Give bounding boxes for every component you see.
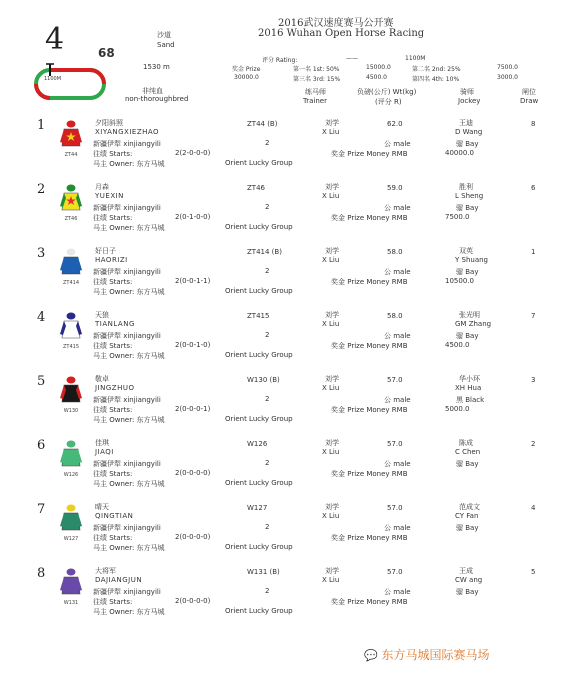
draw: 7 — [531, 312, 536, 320]
starts-record: 2(0-0-0-0) — [175, 533, 211, 541]
starts-record: 2(0-0-1-1) — [175, 277, 211, 285]
horse-color: 骝 Bay — [456, 204, 479, 212]
silk-code: W127 — [63, 536, 79, 542]
jockey-en: D Wang — [455, 128, 483, 136]
footer-text: 东方马城国际赛马场 — [381, 648, 490, 662]
starts-record: 2(0-0-1-0) — [175, 341, 211, 349]
jockey-cn: 华小环 — [459, 375, 480, 383]
rating-label: 评分 Rating: — [262, 57, 298, 64]
horse-age: 2 — [265, 395, 270, 403]
horse-sex: 公 male — [384, 204, 411, 212]
owner-group: Orient Lucky Group — [225, 159, 293, 167]
horse-name-cn: 大将军 — [95, 567, 116, 575]
starts-label: 往绩 Starts: — [93, 150, 133, 158]
weight: 58.0 — [387, 248, 403, 256]
horse-code: W127 — [247, 504, 268, 512]
silk-code: ZT414 — [62, 280, 80, 286]
col-jockey-cn: 骑师 — [460, 88, 474, 96]
horse-origin: 新疆伊犁 xinjiangyili — [93, 204, 161, 212]
jockey-silks-icon — [60, 568, 82, 596]
horse-sex: 公 male — [384, 268, 411, 276]
track-diagram-icon — [28, 62, 112, 106]
horse-age: 2 — [265, 459, 270, 467]
silk-code: ZT415 — [62, 344, 80, 350]
owner: 马主 Owner: 东方马城 — [93, 224, 165, 232]
owner: 马主 Owner: 东方马城 — [93, 416, 165, 424]
horse-color: 骝 Bay — [456, 460, 479, 468]
horse-name-cn: 敬卓 — [95, 375, 109, 383]
draw: 1 — [531, 248, 536, 256]
divider — [45, 304, 545, 305]
weight: 57.0 — [387, 440, 403, 448]
weight: 62.0 — [387, 120, 403, 128]
runner-number: 8 — [37, 566, 46, 581]
prize-label: 奖金 Prize — [232, 66, 261, 73]
owner: 马主 Owner: 东方马城 — [93, 608, 165, 616]
starts-label: 往绩 Starts: — [93, 406, 133, 414]
horse-name-cn: 天狼 — [95, 311, 109, 319]
runner-number: 1 — [37, 118, 46, 133]
horse-name-cn: 好日子 — [95, 247, 116, 255]
footer-brand — [364, 646, 490, 663]
runner-number: 2 — [37, 182, 46, 197]
prize-money-label: 奖金 Prize Money RMB — [331, 598, 408, 606]
starts-record: 2(0-0-0-0) — [175, 469, 211, 477]
title-en: 2016 Wuhan Open Horse Racing — [258, 28, 425, 39]
jockey-cn: 陈成 — [459, 439, 473, 447]
jockey-silks-icon — [60, 312, 82, 340]
col-weight-en: (评分 R) — [375, 98, 402, 106]
owner-group: Orient Lucky Group — [225, 287, 293, 295]
owner-group: Orient Lucky Group — [225, 607, 293, 615]
horse-name-en: DAJIANGJUN — [95, 576, 143, 584]
prize-total: 30000.0 — [234, 74, 259, 81]
prize-money-label: 奖金 Prize Money RMB — [331, 534, 408, 542]
runner-entry — [0, 246, 575, 308]
trainer-cn: 刘学 — [325, 183, 339, 191]
starts-label: 往绩 Starts: — [93, 598, 133, 606]
col-draw-en: Draw — [520, 97, 539, 105]
jockey-cn: 张光明 — [459, 311, 480, 319]
jockey-cn: 王迪 — [459, 119, 473, 127]
divider — [45, 368, 545, 369]
horse-code: ZT414 (B) — [247, 248, 282, 256]
jockey-en: CY Fan — [455, 512, 479, 520]
horse-origin: 新疆伊犁 xinjiangyili — [93, 524, 161, 532]
jockey-en: L Sheng — [455, 192, 484, 200]
horse-age: 2 — [265, 139, 270, 147]
horse-name-en: TIANLANG — [95, 320, 135, 328]
starts-record: 2(0-1-0-0) — [175, 213, 211, 221]
owner: 马主 Owner: 东方马城 — [93, 480, 165, 488]
trainer-en: X Liu — [322, 576, 340, 584]
prize-money-label: 奖金 Prize Money RMB — [331, 278, 408, 286]
horse-age: 2 — [265, 267, 270, 275]
runner-number: 4 — [37, 310, 46, 325]
draw: 4 — [531, 504, 536, 512]
divider — [45, 240, 545, 241]
horse-origin: 新疆伊犁 xinjiangyili — [93, 396, 161, 404]
jockey-silks-icon — [60, 184, 82, 212]
owner: 马主 Owner: 东方马城 — [93, 160, 165, 168]
runner-entry — [0, 310, 575, 372]
weight: 59.0 — [387, 184, 403, 192]
starts-record: 2(2-0-0-0) — [175, 149, 211, 157]
divider — [45, 176, 545, 177]
trainer-en: X Liu — [322, 512, 340, 520]
horse-color: 骝 Bay — [456, 268, 479, 276]
weight: 57.0 — [387, 504, 403, 512]
silk-code: W130 — [63, 408, 79, 414]
runner-entry — [0, 374, 575, 436]
prize-money-label: 奖金 Prize Money RMB — [331, 470, 408, 478]
trainer-cn: 刘学 — [325, 503, 339, 511]
col-trainer-cn: 练马师 — [305, 88, 326, 96]
prize-money: 10500.0 — [445, 277, 474, 285]
trainer-cn: 刘学 — [325, 375, 339, 383]
prize-3rd-amount: 4500.0 — [366, 74, 387, 81]
horse-name-cn: 佳琪 — [95, 439, 109, 447]
track-distance-label: 1100M — [44, 76, 62, 82]
runner-number: 5 — [37, 374, 46, 389]
silk-code: W126 — [63, 472, 79, 478]
draw: 6 — [531, 184, 536, 192]
horse-sex: 公 male — [384, 396, 411, 404]
jockey-silks-icon — [60, 120, 82, 148]
distance: 1530 m — [143, 63, 170, 71]
horse-code: ZT46 — [247, 184, 265, 192]
trainer-en: X Liu — [322, 256, 340, 264]
prize-3rd-label: 第三名 3rd: 15% — [293, 76, 341, 83]
owner-group: Orient Lucky Group — [225, 415, 293, 423]
horse-name-cn: 月森 — [95, 183, 109, 191]
silk-code: ZT44 — [64, 152, 78, 158]
owner: 马主 Owner: 东方马城 — [93, 544, 165, 552]
owner-group: Orient Lucky Group — [225, 223, 293, 231]
trainer-cn: 刘学 — [325, 119, 339, 127]
runner-number: 6 — [37, 438, 46, 453]
trainer-en: X Liu — [322, 128, 340, 136]
trainer-en: X Liu — [322, 320, 340, 328]
prize-money-label: 奖金 Prize Money RMB — [331, 150, 408, 158]
jockey-silks-icon — [60, 504, 82, 532]
runner-number: 7 — [37, 502, 46, 517]
rating-dash: —— — [346, 55, 358, 62]
runner-entry — [0, 118, 575, 180]
breed-en: non-thoroughbred — [125, 95, 189, 103]
jockey-cn: 双英 — [459, 247, 473, 255]
owner-group: Orient Lucky Group — [225, 351, 293, 359]
starts-label: 往绩 Starts: — [93, 470, 133, 478]
prize-2nd-label: 第二名 2nd: 25% — [412, 66, 461, 73]
horse-name-cn: 夕阳斜照 — [95, 119, 123, 127]
runner-entry — [0, 182, 575, 244]
prize-1st-label: 第一名 1st: 50% — [293, 66, 340, 73]
col-weight-cn: 负磅(公斤) Wt(kg) — [357, 88, 417, 96]
jockey-en: C Chen — [455, 448, 481, 456]
divider — [45, 496, 545, 497]
breed-cn: 非纯血 — [142, 87, 163, 95]
jockey-cn: 胜利 — [459, 183, 473, 191]
horse-sex: 公 male — [384, 460, 411, 468]
weight: 57.0 — [387, 568, 403, 576]
trainer-cn: 刘学 — [325, 247, 339, 255]
horse-origin: 新疆伊犁 xinjiangyili — [93, 460, 161, 468]
silk-code: ZT46 — [64, 216, 78, 222]
owner-group: Orient Lucky Group — [225, 479, 293, 487]
horse-age: 2 — [265, 587, 270, 595]
horse-code: ZT44 (B) — [247, 120, 278, 128]
horse-origin: 新疆伊犁 xinjiangyili — [93, 268, 161, 276]
prize-4th-amount: 3000.0 — [497, 74, 518, 81]
horse-code: W126 — [247, 440, 268, 448]
horse-code: ZT415 — [247, 312, 270, 320]
starts-label: 往绩 Starts: — [93, 214, 133, 222]
col-jockey-en: Jockey — [458, 97, 481, 105]
starts-record: 2(0-0-0-1) — [175, 405, 211, 413]
horse-code: W130 (B) — [247, 376, 280, 384]
prize-2nd-amount: 7500.0 — [497, 64, 518, 71]
horse-sex: 公 male — [384, 140, 411, 148]
rating-value: 1100M — [405, 55, 426, 62]
jockey-en: CW ang — [455, 576, 483, 584]
horse-name-en: JIAQI — [95, 448, 114, 456]
jockey-en: GM Zhang — [455, 320, 492, 328]
starts-label: 往绩 Starts: — [93, 342, 133, 350]
surface-en: Sand — [157, 41, 175, 49]
horse-name-en: HAORIZI — [95, 256, 128, 264]
starts-label: 往绩 Starts: — [93, 278, 133, 286]
title-cn: 2016武汉速度赛马公开赛 — [278, 18, 394, 29]
horse-origin: 新疆伊犁 xinjiangyili — [93, 140, 161, 148]
horse-color: 骝 Bay — [456, 140, 479, 148]
jockey-cn: 王成 — [459, 567, 473, 575]
starts-label: 往绩 Starts: — [93, 534, 133, 542]
horse-color: 骝 Bay — [456, 332, 479, 340]
prize-money-label: 奖金 Prize Money RMB — [331, 406, 408, 414]
jockey-silks-icon — [60, 440, 82, 468]
silk-code: W131 — [63, 600, 79, 606]
horse-color: 黑 Black — [456, 396, 485, 404]
col-draw-cn: 闸位 — [522, 88, 536, 96]
horse-color: 骝 Bay — [456, 524, 479, 532]
horse-name-en: QINGTIAN — [95, 512, 134, 520]
trainer-cn: 刘学 — [325, 439, 339, 447]
trainer-cn: 刘学 — [325, 567, 339, 575]
runner-entry — [0, 502, 575, 564]
prize-money-label: 奖金 Prize Money RMB — [331, 342, 408, 350]
horse-age: 2 — [265, 331, 270, 339]
trainer-en: X Liu — [322, 384, 340, 392]
prize-money: 7500.0 — [445, 213, 470, 221]
divider — [45, 432, 545, 433]
horse-name-en: YUEXIN — [95, 192, 124, 200]
prize-4th-label: 第四名 4th: 10% — [412, 76, 460, 83]
jockey-cn: 范成文 — [459, 503, 480, 511]
horse-age: 2 — [265, 523, 270, 531]
horse-name-en: JINGZHUO — [95, 384, 135, 392]
jockey-silks-icon — [60, 376, 82, 404]
prize-money: 40000.0 — [445, 149, 474, 157]
starts-record: 2(0-0-0-0) — [175, 597, 211, 605]
draw: 5 — [531, 568, 536, 576]
weight: 57.0 — [387, 376, 403, 384]
trainer-en: X Liu — [322, 448, 340, 456]
horse-code: W131 (B) — [247, 568, 280, 576]
surface-cn: 沙道 — [157, 31, 171, 39]
jockey-silks-icon — [60, 248, 82, 276]
jockey-en: Y Shuang — [455, 256, 488, 264]
trainer-cn: 刘学 — [325, 311, 339, 319]
horse-name-en: XIYANGXIEZHAO — [95, 128, 160, 136]
col-trainer-en: Trainer — [303, 97, 327, 105]
horse-sex: 公 male — [384, 332, 411, 340]
horse-color: 骝 Bay — [456, 588, 479, 596]
owner: 马主 Owner: 东方马城 — [93, 352, 165, 360]
runner-entry — [0, 438, 575, 500]
prize-1st-amount: 15000.0 — [366, 64, 391, 71]
draw: 2 — [531, 440, 536, 448]
race-number: 4 — [45, 22, 65, 57]
prize-money: 4500.0 — [445, 341, 470, 349]
weight: 58.0 — [387, 312, 403, 320]
owner-group: Orient Lucky Group — [225, 543, 293, 551]
divider — [45, 560, 545, 561]
horse-name-cn: 晴天 — [95, 503, 109, 511]
owner: 马主 Owner: 东方马城 — [93, 288, 165, 296]
runner-entry — [0, 566, 575, 628]
horse-sex: 公 male — [384, 524, 411, 532]
trainer-en: X Liu — [322, 192, 340, 200]
chat-bubble-icon: 💬 — [364, 649, 378, 662]
horse-origin: 新疆伊犁 xinjiangyili — [93, 332, 161, 340]
jockey-en: XH Hua — [455, 384, 482, 392]
draw: 3 — [531, 376, 536, 384]
draw: 8 — [531, 120, 536, 128]
prize-money-label: 奖金 Prize Money RMB — [331, 214, 408, 222]
horse-sex: 公 male — [384, 588, 411, 596]
horse-age: 2 — [265, 203, 270, 211]
race-rating: 68 — [98, 46, 115, 60]
runner-number: 3 — [37, 246, 46, 261]
horse-origin: 新疆伊犁 xinjiangyili — [93, 588, 161, 596]
prize-money: 5000.0 — [445, 405, 470, 413]
